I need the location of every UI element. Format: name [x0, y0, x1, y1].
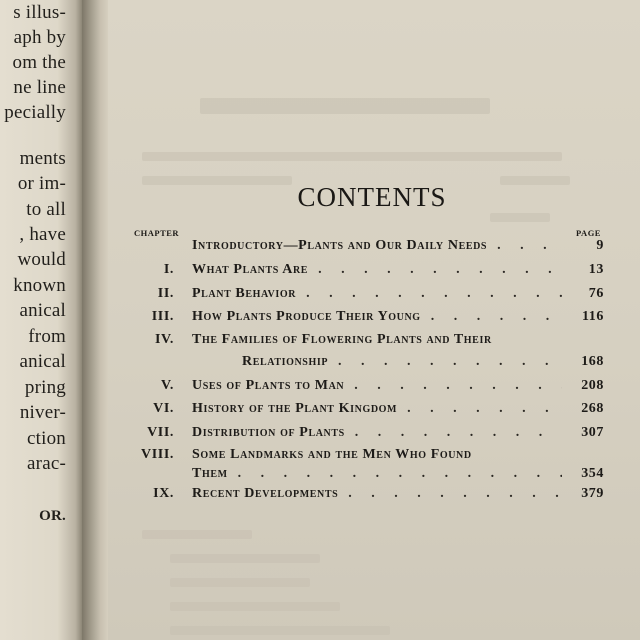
chapter-number: I.	[163, 262, 174, 277]
left-page-text-line: aph by	[13, 27, 66, 48]
left-page-text-line: niver-	[19, 402, 66, 423]
left-page-text-line: pecially	[4, 102, 66, 123]
toc-entry	[130, 262, 604, 284]
left-page-text-line: s illus-	[13, 2, 66, 23]
left-page-text-line: OR.	[39, 508, 66, 524]
page-number: 379	[581, 486, 604, 501]
contents-title: CONTENTS	[297, 182, 447, 212]
toc-entry	[130, 309, 604, 331]
left-page-text-line: anical	[19, 351, 66, 372]
chapter-title: Them . . .	[192, 466, 562, 482]
chapter-title: Introductory—Plants and Our Daily Needs . . .	[192, 238, 562, 254]
chapter-title: Plant Behavior . . .	[192, 286, 562, 302]
left-page-text-line: , have	[19, 224, 66, 245]
chapter-number: V.	[160, 378, 174, 393]
toc-entry	[130, 425, 604, 447]
chapter-number: III.	[151, 309, 174, 324]
toc-entry	[130, 238, 604, 260]
chapter-number: IX.	[153, 486, 174, 501]
chapter-number: IV.	[154, 332, 174, 347]
left-page-text-line: to all	[26, 199, 66, 220]
left-page-text-line: pring	[24, 377, 66, 398]
left-page-text-line: known	[13, 275, 66, 296]
toc-entry	[130, 286, 604, 308]
chapter-column-header: CHAPTER	[134, 228, 180, 238]
chapter-title: The Families of Flowering Plants and Their	[192, 332, 492, 347]
page-number: 208	[581, 378, 604, 393]
toc-entry-continuation	[130, 466, 604, 488]
toc-entry	[130, 486, 604, 508]
page-number: 354	[581, 466, 604, 481]
chapter-title: Uses of Plants to Man . . .	[192, 378, 562, 394]
left-page-text-line: from	[28, 326, 66, 347]
page-number: 13	[588, 262, 604, 277]
chapter-number: II.	[157, 286, 174, 301]
left-page-text-line: anical	[19, 300, 66, 321]
page-number: 307	[581, 425, 604, 440]
chapter-title: Some Landmarks and the Men Who Found	[192, 447, 472, 462]
left-page	[0, 0, 82, 640]
toc-entry	[130, 401, 604, 423]
left-page-text-line: arac-	[27, 453, 66, 474]
chapter-title: Distribution of Plants . . .	[192, 425, 562, 441]
chapter-title: Relationship . . .	[242, 354, 562, 370]
left-page-text-line: ne line	[13, 77, 66, 98]
left-page-text-line: would	[17, 249, 66, 270]
book-gutter	[82, 0, 108, 640]
toc-entry-continuation	[130, 354, 604, 376]
chapter-number: VI.	[153, 401, 174, 416]
toc-entry	[130, 332, 604, 354]
toc-entry	[130, 378, 604, 400]
page-number: 268	[581, 401, 604, 416]
page-number: 116	[581, 309, 604, 324]
chapter-title: Recent Developments . . .	[192, 486, 562, 502]
page-number: 168	[581, 354, 604, 369]
page-number: 9	[596, 238, 604, 253]
left-page-text-line: ction	[27, 428, 66, 449]
page-column-header: PAGE	[576, 228, 601, 238]
chapter-title: What Plants Are . . .	[192, 262, 562, 278]
chapter-title: History of the Plant Kingdom . . .	[192, 401, 562, 417]
left-page-text-line: or im-	[17, 173, 66, 194]
chapter-number: VIII.	[141, 447, 174, 462]
page-number: 76	[588, 286, 604, 301]
chapter-number: VII.	[147, 425, 174, 440]
chapter-title: How Plants Produce Their Young . . .	[192, 309, 562, 325]
left-page-text-line: om the	[12, 52, 66, 73]
left-page-text-line: ments	[19, 148, 66, 169]
